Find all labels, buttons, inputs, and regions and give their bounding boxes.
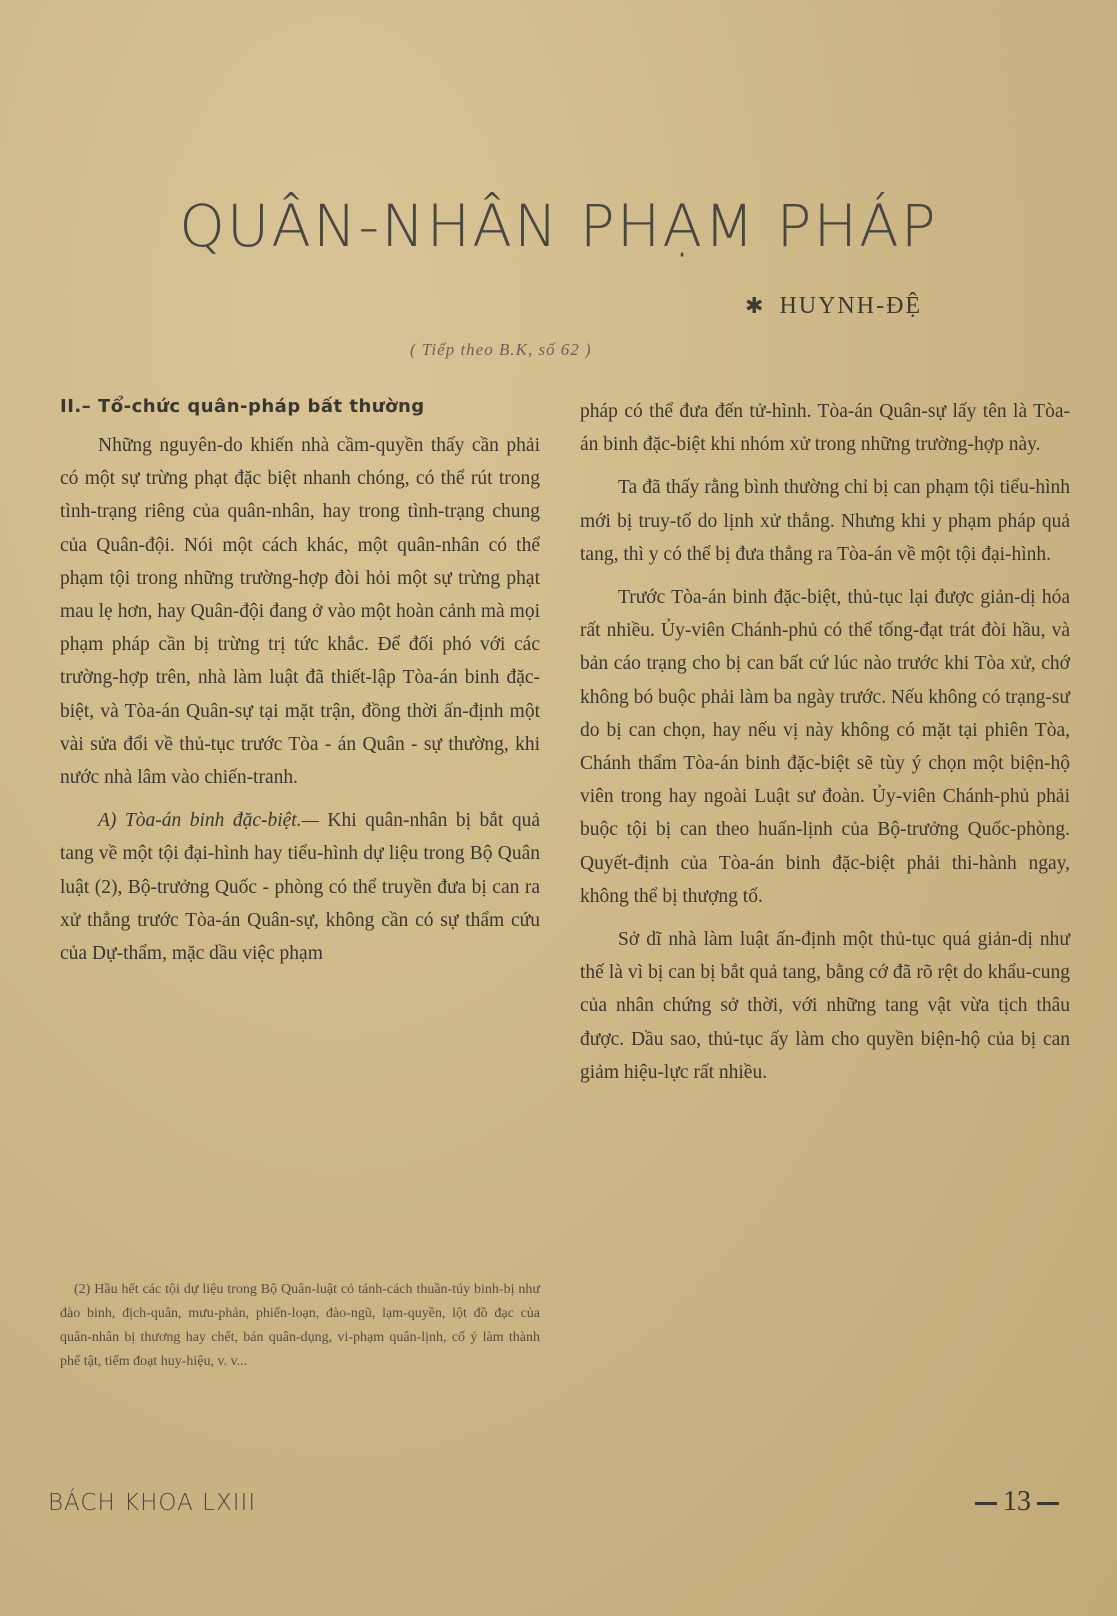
author-name: HUYNH-ĐỆ	[779, 293, 923, 319]
dash-icon	[975, 1502, 997, 1505]
dash-icon	[1037, 1502, 1059, 1505]
subsection-label: A) Tòa-án binh đặc-biệt.—	[98, 810, 319, 832]
paragraph: Những nguyên-do khiến nhà cầm-quyền thấy cần phải có một sự trừng phạt đặc biệt nhanh chóng, có thể rút trong tình-trạng riêng của quân-nhân, hay trong tình-trạng chung của Quân-đội. Nói một cách khác, một quân-nhân có thể phạm tội trong những trường-hợp đòi hỏi một sự trừng phạt mau lẹ hơn, hay Quân-đội đang ở vào một hoàn cảnh mà mọi phạm pháp cần bị trừng trị tức khắc. Để đối phó với các trường-hợp trên, nhà làm luật đã thiết-lập Tòa-án binh đặc-biệt, và Tòa-án Quân-sự tại mặt trận, đồng thời ấn-định một vài sửa đổi về thủ-tục trước Tòa - án Quân - sự thường, khi nước nhà lâm vào chiến-tranh.	[60, 435, 540, 789]
article-title: QUÂN-NHÂN PHẠM PHÁP	[179, 192, 938, 260]
paragraph: Sở dĩ nhà làm luật ấn-định một thủ-tục quá giản-dị như thế là vì bị can bị bắt quả tang, bằng cớ đã rõ rệt do khẩu-cung của nhân chứng sở thời, với những tang vật vừa tịch thâu được. Dầu sao, thủ-tục ấy làm cho quyền biện-hộ của bị can giảm hiệu-lực rất nhiều.	[580, 929, 1070, 1083]
page-number-block	[969, 1486, 1065, 1518]
author-line	[745, 293, 922, 320]
paragraph: Trước Tòa-án binh đặc-biệt, thủ-tục lại được giản-dị hóa rất nhiều. Ủy-viên Chánh-phủ có thể tống-đạt trát đòi hầu, và bản cáo trạng cho bị can bất cứ lúc nào trước khi Tòa xử, chớ không bó buộc phải làm ba ngày trước. Nếu không có trạng-sư do bị can chọn, hay nếu vị này không có mặt tại phiên Tòa, Chánh thẩm Tòa-án binh đặc-biệt sẽ tùy ý chọn một biện-hộ viên trong hay ngoài Luật sư đoàn. Ủy-viên Chánh-phủ phải buộc tội bị can theo huấn-lịnh của Bộ-trưởng Quốc-phòng. Quyết-định của Tòa-án binh đặc-biệt phải thi-hành ngay, không thể bị thượng tố.	[580, 587, 1070, 907]
right-column	[580, 395, 1070, 1089]
paragraph	[60, 804, 540, 970]
left-column	[60, 395, 540, 970]
star-icon: ✱	[745, 293, 766, 318]
footnote: (2) Hầu hết các tội dự liệu trong Bộ Quân-luật có tánh-cách thuần-túy binh-bị như đào binh, địch-quân, mưu-phản, phiến-loạn, đào-ngũ, lạm-quyền, lột đồ đạc của quân-nhân bị thương hay chết, bán quân-dụng, vi-phạm quân-lịnh, cố ý làm thành phế tật, tiếm đoạt huy-hiệu, v. v...	[60, 1282, 540, 1369]
paragraph: Ta đã thấy rằng bình thường chỉ bị can phạm tội tiểu-hình mới bị truy-tố do lịnh xử thẳng. Nhưng khi y phạm pháp quả tang, thì y có thể bị đưa thẳng ra Tòa-án về một tội đại-hình.	[580, 477, 1070, 565]
magazine-name: BÁCH KHOA LXIII	[48, 1490, 257, 1516]
page-number: 13	[1003, 1486, 1031, 1517]
section-heading: II.– Tổ-chức quân-pháp bất thường	[60, 396, 425, 417]
paragraph-text: Khi quân-nhân bị bắt quả tang về một tội đại-hình hay tiểu-hình dự liệu trong Bộ Quân luật (2), Bộ-trưởng Quốc - phòng có thể truyền đưa bị can ra xử thẳng trước Tòa-án Quân-sự, không cần có sự thẩm cứu của Dự-thẩm, mặc dầu việc phạm	[60, 810, 540, 965]
continued-note: ( Tiếp theo B.K, số 62 )	[410, 340, 592, 359]
paragraph: pháp có thể đưa đến tử-hình. Tòa-án Quân-sự lấy tên là Tòa-án binh đặc-biệt khi nhóm xử trong những trường-hợp này.	[580, 401, 1070, 456]
